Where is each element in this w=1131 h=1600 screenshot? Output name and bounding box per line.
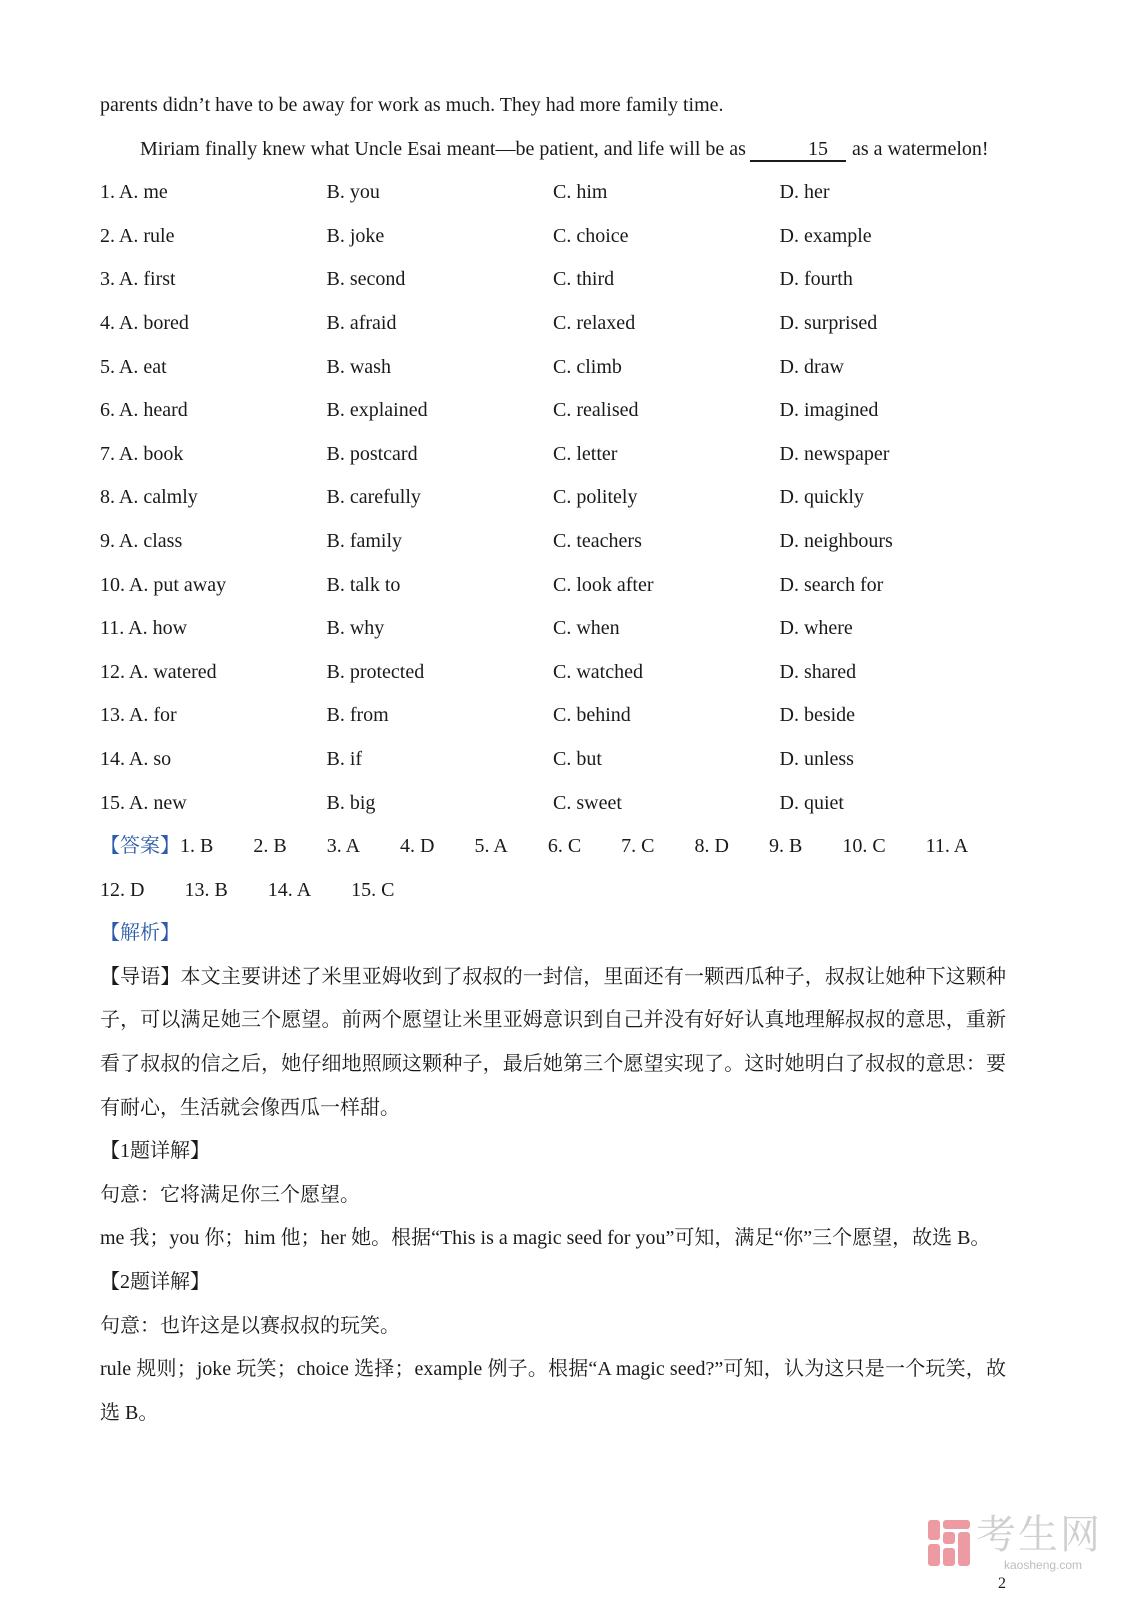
question-number: 2. — [100, 224, 115, 247]
question-number: 7. — [100, 442, 115, 465]
option-a — [100, 258, 327, 302]
answer-item: 3. A — [326, 835, 361, 858]
watermark-brand: 考生网 — [976, 1512, 1102, 1558]
option-d: D. search for — [779, 573, 884, 596]
question-row — [100, 782, 1006, 826]
option-a-text: A. watered — [128, 660, 217, 683]
question-row — [100, 302, 1006, 346]
question-row — [100, 433, 1006, 477]
option-a-text: A. me — [118, 181, 168, 204]
option-a-text: A. rule — [118, 224, 175, 247]
option-d: D. surprised — [779, 311, 878, 334]
question-number: 4. — [100, 311, 115, 334]
option-c: C. behind — [553, 704, 631, 727]
detail-1-explanation: me 我；you 你；him 他；her 她。根据“This is a magic seed for you”可知，满足“你”三个愿望，故选 B。 — [100, 1227, 991, 1250]
answer-label: 【答案】 — [100, 835, 180, 858]
option-b: B. why — [326, 617, 385, 640]
answer-item: 9. B — [768, 835, 803, 858]
answer-item: 1. B — [180, 835, 214, 858]
answer-key — [100, 825, 1006, 912]
option-c: C. relaxed — [553, 311, 636, 334]
question-number: 12. — [100, 660, 125, 683]
answer-item: 6. C — [547, 835, 582, 858]
answer-item: 2. B — [253, 835, 287, 858]
option-d: D. unless — [779, 747, 854, 770]
option-c: C. him — [553, 181, 608, 204]
option-b: B. second — [326, 268, 406, 291]
option-d: D. newspaper — [779, 442, 890, 465]
question-row — [100, 171, 1006, 215]
option-b: B. from — [326, 704, 389, 727]
option-a-text: A. bored — [118, 311, 189, 334]
option-a — [100, 607, 327, 651]
option-a — [100, 302, 327, 346]
option-b: B. you — [326, 181, 380, 204]
option-a-text: A. book — [118, 442, 184, 465]
option-b: B. if — [326, 747, 363, 770]
answer-item: 11. A — [925, 835, 969, 858]
option-b: B. afraid — [326, 311, 397, 334]
option-c: C. realised — [553, 399, 639, 422]
option-a — [100, 476, 327, 520]
question-row — [100, 607, 1006, 651]
question-row — [100, 258, 1006, 302]
answer-item: 7. C — [621, 835, 655, 858]
option-b: B. protected — [326, 660, 425, 683]
option-c: C. letter — [553, 442, 618, 465]
option-a-text: A. class — [118, 529, 183, 552]
question-number: 8. — [100, 486, 115, 509]
option-a-text: A. heard — [118, 399, 188, 422]
answer-item: 8. D — [694, 835, 729, 858]
detail-2-heading: 【2题详解】 — [100, 1271, 210, 1294]
answer-item: 15. C — [351, 878, 395, 901]
answer-item: 13. B — [184, 878, 228, 901]
option-a — [100, 651, 327, 695]
option-b: B. family — [326, 529, 403, 552]
option-d: D. beside — [779, 704, 856, 727]
option-b: B. talk to — [326, 573, 401, 596]
option-c: C. choice — [553, 224, 629, 247]
question-number: 9. — [100, 529, 115, 552]
option-a-text: A. so — [128, 747, 172, 770]
option-a — [100, 564, 327, 608]
option-a — [100, 520, 327, 564]
option-c: C. watched — [553, 660, 643, 683]
option-c: C. but — [553, 747, 602, 770]
watermark-logo-icon — [928, 1520, 972, 1566]
question-number: 1. — [100, 181, 115, 204]
option-d: D. her — [779, 181, 830, 204]
question-row — [100, 476, 1006, 520]
closing-before-text: Miriam finally knew what Uncle Esai meant—be patient, and life will be as — [140, 137, 746, 160]
option-a — [100, 782, 327, 826]
question-number: 5. — [100, 355, 115, 378]
option-c: C. sweet — [553, 791, 622, 814]
option-a — [100, 694, 327, 738]
option-c: C. climb — [553, 355, 622, 378]
question-number: 3. — [100, 268, 115, 291]
question-number: 15. — [100, 791, 125, 814]
closing-after-text: as a watermelon! — [851, 137, 989, 160]
question-number: 13. — [100, 704, 125, 727]
page-number: 2 — [998, 1575, 1006, 1592]
option-a — [100, 171, 327, 215]
option-a-text: A. put away — [128, 573, 227, 596]
passage-closing-sentence — [100, 128, 1006, 172]
options-table — [100, 171, 1006, 825]
passage-line-end: parents didn’t have to be away for work as much. They had more family time. — [100, 94, 724, 116]
answer-item: 10. C — [842, 835, 886, 858]
question-row — [100, 694, 1006, 738]
option-b: B. wash — [326, 355, 391, 378]
question-row — [100, 346, 1006, 390]
option-d: D. fourth — [779, 268, 853, 291]
option-d: D. draw — [779, 355, 844, 378]
detail-2-meaning: 句意：也许这是以赛叔叔的玩笑。 — [100, 1314, 400, 1337]
option-c: C. third — [553, 268, 615, 291]
option-a-text: A. new — [128, 791, 187, 814]
answer-item: 4. D — [400, 835, 435, 858]
intro-text: 本文主要讲述了米里亚姆收到了叔叔的一封信，里面还有一颗西瓜种子，叔叔让她种下这颗种子，可以满足她三个愿望。前两个愿望让米里亚姆意识到自己并没有好好认真地理解叔叔的意思，重新看了叔叔的信之后，她仔细地照顾这颗种子，最后她第三个愿望实现了。这时她明白了叔叔的意思：要有耐心，生活就会像西瓜一样甜。 — [100, 965, 1007, 1119]
question-row — [100, 389, 1006, 433]
detail-1-heading: 【1题详解】 — [100, 1140, 210, 1163]
question-row — [100, 564, 1006, 608]
option-c: C. when — [553, 617, 620, 640]
detail-2-explanation: rule 规则；joke 玩笑；choice 选择；example 例子。根据“A magic seed?”可知，认为这只是一个玩笑，故选 B。 — [100, 1358, 1006, 1424]
question-row — [100, 651, 1006, 695]
option-a — [100, 738, 327, 782]
question-number: 10. — [100, 573, 125, 596]
option-a — [100, 389, 327, 433]
option-d: D. imagined — [779, 399, 879, 422]
option-a — [100, 346, 327, 390]
option-a — [100, 433, 327, 477]
option-d: D. example — [779, 224, 872, 247]
option-a-text: A. how — [128, 617, 188, 640]
option-a-text: A. calmly — [118, 486, 198, 509]
page-content — [100, 84, 1006, 1435]
option-d: D. where — [779, 617, 853, 640]
question-row — [100, 215, 1006, 259]
answer-item: 14. A — [267, 878, 312, 901]
option-d: D. shared — [779, 660, 857, 683]
option-b: B. postcard — [326, 442, 418, 465]
option-a-text: A. eat — [118, 355, 167, 378]
option-b: B. joke — [326, 224, 385, 247]
question-row — [100, 520, 1006, 564]
question-row — [100, 738, 1006, 782]
question-number: 11. — [100, 617, 125, 640]
option-d: D. neighbours — [779, 529, 893, 552]
answer-item: 12. D — [100, 878, 145, 901]
option-c: C. look after — [553, 573, 654, 596]
detail-1-meaning: 句意：它将满足你三个愿望。 — [100, 1183, 360, 1206]
intro-paragraph — [100, 956, 1006, 1130]
option-c: C. teachers — [553, 529, 642, 552]
intro-label: 【导语】 — [100, 965, 181, 988]
answer-item: 5. A — [474, 835, 508, 858]
option-b: B. carefully — [326, 486, 421, 509]
option-b: B. explained — [326, 399, 428, 422]
option-d: D. quiet — [779, 791, 844, 814]
option-a — [100, 215, 327, 259]
analysis-label: 【解析】 — [100, 922, 180, 945]
option-d: D. quickly — [779, 486, 864, 509]
blank-15: 15 — [750, 139, 846, 162]
option-a-text: A. for — [128, 704, 177, 727]
question-number: 14. — [100, 747, 125, 770]
option-b: B. big — [326, 791, 376, 814]
option-c: C. politely — [553, 486, 638, 509]
question-number: 6. — [100, 399, 115, 422]
watermark-site: kaosheng.com — [1004, 1558, 1083, 1572]
option-a-text: A. first — [118, 268, 176, 291]
